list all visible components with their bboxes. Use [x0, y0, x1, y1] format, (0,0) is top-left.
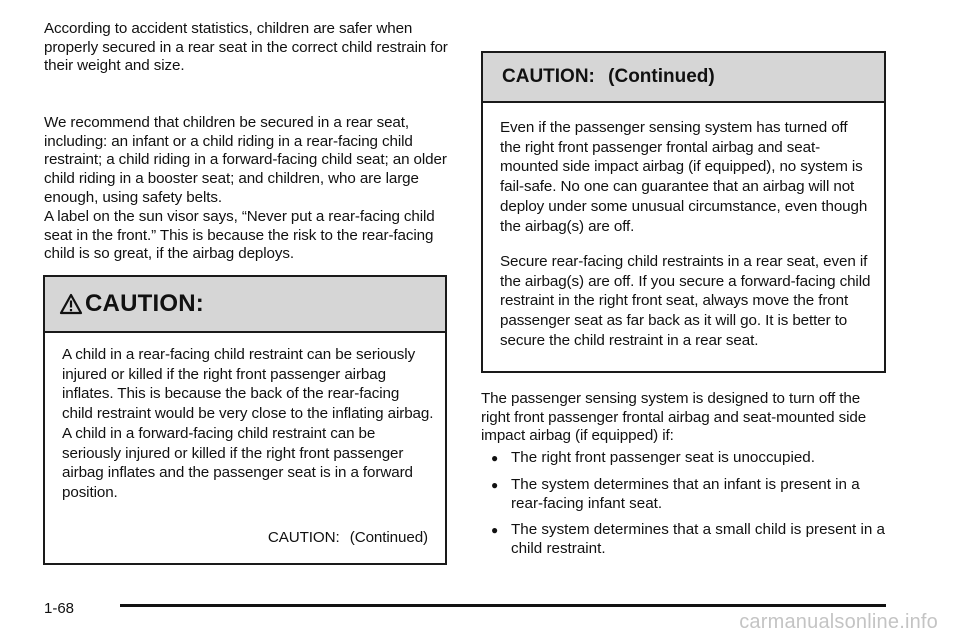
- warning-triangle-icon: [59, 293, 83, 315]
- caution-box-header: [45, 277, 445, 333]
- page-number: 1-68: [44, 600, 75, 617]
- list-item: [481, 449, 886, 468]
- caution-continued-header: [483, 53, 884, 103]
- caution-continued-label: CAUTION: (Continued): [267, 529, 428, 546]
- paragraph-sun-visor-label: A label on the sun visor says, “Never put a rear-facing child seat in the front.” This is because the risk to the rear-facing child is so great, if the airbag deploys.: [44, 208, 435, 263]
- list-item: [481, 476, 886, 513]
- caution-continued-paragraph-secure: Secure rear-facing child restraints in a rear seat, even if the airbag(s) are off. If you secure a forward-facing child restraint in the right front seat, always move the front passenger seat as far back as it will go. It is better to secure the child restraint in a rear seat.: [500, 253, 871, 349]
- list-item-text: The system determines that a small child is present in a child restraint.: [511, 521, 885, 557]
- bullet-dot-icon: ●: [491, 451, 499, 465]
- bullet-dot-icon: ●: [491, 478, 499, 492]
- caution-continued-paragraph-fail-safe: Even if the passenger sensing system has turned off the right front passenger frontal airbag and seat-mounted side impact airbag (if equipped), no system is fail-safe. No one can guarantee that an airbag will not deploy under some unusual circumstance, even though the airbag(s) are off.: [500, 119, 868, 235]
- caution-continued-box: [481, 51, 886, 373]
- caution-body: A child in a rear-facing child restraint can be seriously injured or killed if the right front passenger airbag inflates. This is because the back of the rear-facing child restraint would be very close to the inflating airbag. A child in a forward-facing child restraint can be seriously injured or killed if the right front passenger airbag inflates and the passenger seat is in a forward position.: [62, 346, 434, 501]
- paragraph-sensing-system-intro: The passenger sensing system is designed to turn off the right front passenger frontal airbag and seat-mounted side impact airbag (if equipped) if:: [481, 390, 867, 445]
- paragraph-accident-statistics: According to accident statistics, children are safer when properly secured in a rear seat in the correct child restrain for their weight and size.: [44, 20, 448, 75]
- list-item-text: The system determines that an infant is present in a rear-facing infant seat.: [511, 476, 860, 512]
- paragraph-recommendation: We recommend that children be secured in a rear seat, including: an infant or a child riding in a rear-facing child restraint; a child riding in a forward-facing child seat; an older child riding in a booster seat; and children, who are large enough, using safety belts.: [44, 114, 447, 206]
- caution-box: [43, 275, 447, 565]
- caution-continued-title: CAUTION: (Continued): [502, 66, 715, 87]
- bullet-dot-icon: ●: [491, 523, 499, 537]
- list-item: [481, 521, 886, 558]
- footer-rule: [120, 604, 886, 607]
- watermark: carmanualsonline.info: [739, 611, 938, 633]
- list-item-text: The right front passenger seat is unoccupied.: [511, 449, 815, 466]
- caution-title: CAUTION:: [85, 290, 204, 317]
